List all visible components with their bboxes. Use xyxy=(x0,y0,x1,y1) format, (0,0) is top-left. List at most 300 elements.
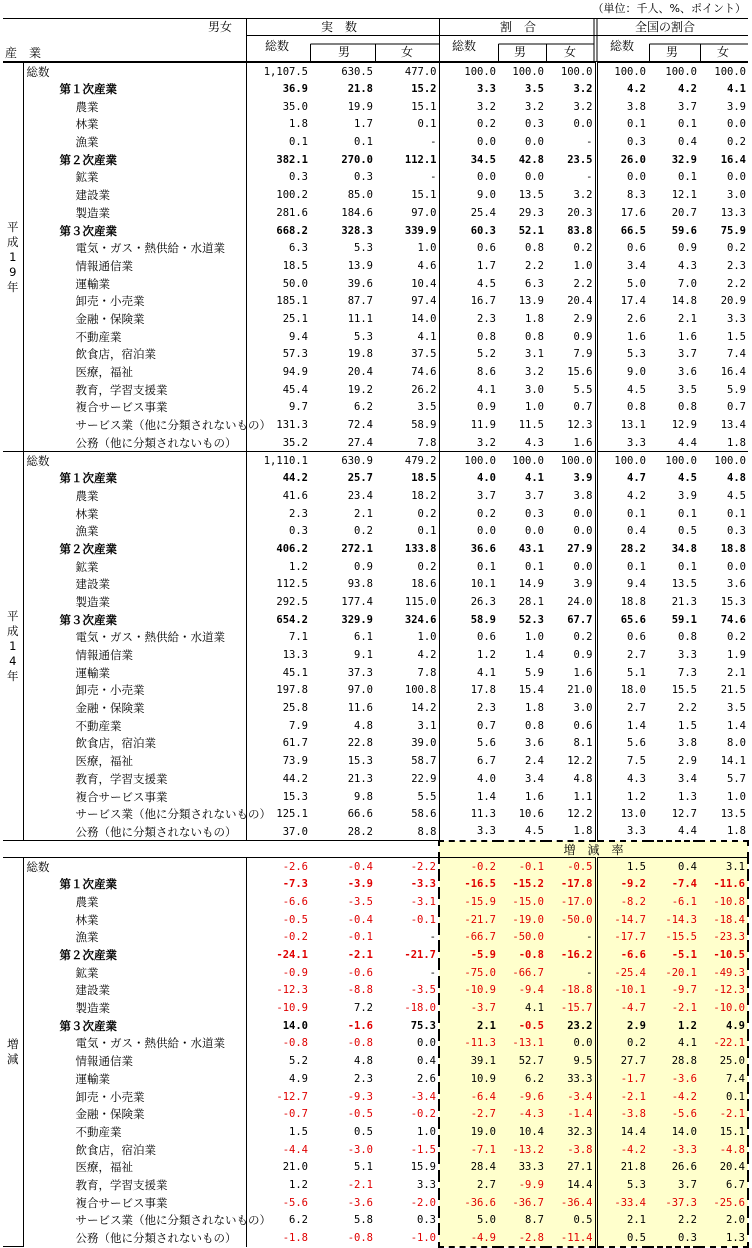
table-cell: 3.4 xyxy=(627,259,646,272)
row-label: 教育，学習支援業 xyxy=(23,1176,246,1194)
table-cell: 37.5 xyxy=(375,346,439,364)
table-cell: -1.6 xyxy=(347,1019,373,1032)
table-cell: 0.3 xyxy=(289,525,308,538)
table-cell: 1.1 xyxy=(546,788,596,806)
table-row xyxy=(3,346,748,364)
table-cell: 21.0 xyxy=(282,1161,308,1174)
row-label: 製造業 xyxy=(23,593,246,611)
table-cell: 2.1 xyxy=(354,507,373,520)
table-cell: 5.0 xyxy=(627,277,646,290)
table-cell: 5.6 xyxy=(627,737,646,750)
table-row xyxy=(3,646,748,664)
table-cell: -4.4 xyxy=(282,1143,308,1156)
table-cell: 3.2 xyxy=(546,80,596,98)
table-cell: -5.9 xyxy=(439,946,498,964)
table-cell: 0.1 xyxy=(627,118,646,131)
table-cell: 58.6 xyxy=(375,805,439,823)
table-cell: -3.8 xyxy=(546,1141,596,1159)
table-cell: 43.1 xyxy=(518,542,544,555)
table-cell: 0.2 xyxy=(546,629,596,647)
table-cell: 1.2 xyxy=(289,1178,308,1191)
table-cell: - xyxy=(375,964,439,982)
table-cell: 3.5 xyxy=(678,383,697,396)
table-cell: -4.2 xyxy=(648,1088,699,1106)
table-cell: 22.8 xyxy=(347,737,373,750)
table-cell: 0.4 xyxy=(627,525,646,538)
table-cell: 0.7 xyxy=(546,399,596,417)
table-cell: 1.0 xyxy=(525,401,544,414)
sub-female-1: 女 xyxy=(401,45,414,59)
table-cell: -0.2 xyxy=(439,858,498,876)
row-label: 飲食店，宿泊業 xyxy=(23,735,246,753)
table-cell: 0.2 xyxy=(546,239,596,257)
table-cell: 0.1 xyxy=(289,136,308,149)
table-cell: 25.1 xyxy=(282,312,308,325)
unit-note: （単位：千人、%、ポイント） xyxy=(592,2,746,15)
row-label: サービス業（他に分類されないもの） xyxy=(23,1212,246,1230)
table-cell: 0.1 xyxy=(678,171,697,184)
table-cell: 7.4 xyxy=(699,1070,748,1088)
table-cell: -18.0 xyxy=(375,999,439,1017)
table-cell: -14.3 xyxy=(648,911,699,929)
row-label: 建設業 xyxy=(23,186,246,204)
table-cell: -25.4 xyxy=(596,964,648,982)
table-cell: 2.1 xyxy=(439,1017,498,1035)
table-header xyxy=(3,18,748,62)
table-cell: 0.0 xyxy=(627,171,646,184)
table-row xyxy=(3,116,748,134)
table-cell: 15.3 xyxy=(720,595,746,608)
row-label: 農業 xyxy=(23,98,246,116)
table-cell: -6.1 xyxy=(648,893,699,911)
row-label: 第１次産業 xyxy=(23,469,246,487)
table-cell: 6.3 xyxy=(525,277,544,290)
row-label: 金融・保険業 xyxy=(23,699,246,717)
table-cell: 4.3 xyxy=(525,436,544,449)
table-cell: 5.9 xyxy=(727,383,746,396)
table-cell: 3.2 xyxy=(546,186,596,204)
table-cell: 93.8 xyxy=(347,578,373,591)
table-cell: 7.9 xyxy=(546,346,596,364)
table-cell: -13.1 xyxy=(498,1035,546,1053)
table-row xyxy=(3,540,748,558)
table-cell: 5.6 xyxy=(477,737,496,750)
table-cell: 1.6 xyxy=(546,664,596,682)
table-row xyxy=(3,363,748,381)
table-cell: 630.5 xyxy=(310,63,375,81)
table-row xyxy=(3,699,748,717)
table-cell: 1.9 xyxy=(727,649,746,662)
table-cell: 0.2 xyxy=(477,507,496,520)
table-cell: 0.8 xyxy=(525,330,544,343)
table-cell: 0.1 xyxy=(727,507,746,520)
table-cell: 17.6 xyxy=(620,206,646,219)
table-cell: 1.4 xyxy=(727,719,746,732)
table-cell: 25.8 xyxy=(282,702,308,715)
row-label: 公務（他に分類されないもの） xyxy=(23,1229,246,1247)
table-cell: 4.6 xyxy=(375,257,439,275)
table-cell: 479.2 xyxy=(375,452,439,470)
table-cell: 100.0 xyxy=(546,452,596,470)
table-cell: 2.1 xyxy=(727,666,746,679)
table-cell: 15.9 xyxy=(375,1158,439,1176)
table-cell: 2.3 xyxy=(727,259,746,272)
table-row xyxy=(3,1070,748,1088)
table-cell: - xyxy=(546,169,596,187)
table-cell: 0.0 xyxy=(546,522,596,540)
table-cell: 23.2 xyxy=(546,1017,596,1035)
table-cell: 2.2 xyxy=(678,702,697,715)
table-cell: 45.1 xyxy=(282,666,308,679)
table-cell: 14.9 xyxy=(518,578,544,591)
table-cell: 39.1 xyxy=(439,1052,498,1070)
table-cell: 654.2 xyxy=(276,613,308,626)
table-cell: 3.1 xyxy=(375,717,439,735)
table-cell: 3.0 xyxy=(525,383,544,396)
row-label: 教育，学習支援業 xyxy=(23,770,246,788)
table-cell: -11.6 xyxy=(699,875,748,893)
table-cell: 5.7 xyxy=(727,772,746,785)
table-cell: 1.4 xyxy=(627,719,646,732)
table-cell: 4.9 xyxy=(289,1072,308,1085)
table-cell: 4.4 xyxy=(678,825,697,838)
table-cell: -21.7 xyxy=(439,911,498,929)
table-cell: 28.8 xyxy=(648,1052,699,1070)
row-label: 製造業 xyxy=(23,999,246,1017)
table-cell: -2.1 xyxy=(596,1088,648,1106)
table-cell: 0.1 xyxy=(375,522,439,540)
table-cell: 5.9 xyxy=(525,666,544,679)
table-cell: -0.8 xyxy=(282,1037,308,1050)
table-cell: 34.5 xyxy=(470,153,496,166)
table-cell: 1.8 xyxy=(525,312,544,325)
table-cell: -3.9 xyxy=(347,878,373,891)
table-cell: 14.2 xyxy=(375,699,439,717)
table-cell: -5.1 xyxy=(648,946,699,964)
table-cell: 13.9 xyxy=(347,259,373,272)
table-cell: 7.8 xyxy=(375,664,439,682)
table-cell: 0.6 xyxy=(477,242,496,255)
row-label: 林業 xyxy=(23,911,246,929)
table-cell: 0.7 xyxy=(477,719,496,732)
table-cell: 4.3 xyxy=(627,772,646,785)
table-cell: 1.3 xyxy=(699,1229,748,1247)
table-cell: -2.1 xyxy=(699,1105,748,1123)
table-cell: 0.1 xyxy=(627,507,646,520)
table-cell: 1.6 xyxy=(678,330,697,343)
table-cell: 0.7 xyxy=(727,401,746,414)
table-cell: 0.2 xyxy=(727,136,746,149)
table-cell: 0.8 xyxy=(678,631,697,644)
table-cell: -2.1 xyxy=(347,949,373,962)
row-label: 運輸業 xyxy=(23,275,246,293)
table-cell: 3.9 xyxy=(546,575,596,593)
table-cell: 1.2 xyxy=(627,790,646,803)
row-label: 製造業 xyxy=(23,204,246,222)
table-row xyxy=(3,929,748,947)
table-cell: 3.9 xyxy=(678,489,697,502)
row-label: 第１次産業 xyxy=(23,80,246,98)
table-cell: 3.7 xyxy=(648,1176,699,1194)
table-cell: - xyxy=(375,169,439,187)
table-cell: 3.6 xyxy=(678,366,697,379)
table-cell: -10.8 xyxy=(699,893,748,911)
table-cell: 281.6 xyxy=(276,206,308,219)
table-cell: 8.1 xyxy=(546,735,596,753)
table-cell: -3.6 xyxy=(347,1196,373,1209)
row-label: 農業 xyxy=(23,487,246,505)
table-cell: 42.8 xyxy=(518,153,544,166)
table-cell: 74.6 xyxy=(720,613,746,626)
table-cell: 2.2 xyxy=(727,277,746,290)
table-cell: 3.6 xyxy=(525,737,544,750)
table-cell: -11.4 xyxy=(546,1229,596,1247)
table-cell: -2.6 xyxy=(246,858,310,876)
table-cell: 26.6 xyxy=(648,1158,699,1176)
table-cell: 3.7 xyxy=(477,489,496,502)
table-cell: 3.2 xyxy=(477,436,496,449)
table-row xyxy=(3,1141,748,1159)
table-cell: 28.2 xyxy=(620,542,646,555)
table-cell: -9.7 xyxy=(648,982,699,1000)
table-cell: -15.0 xyxy=(498,893,546,911)
table-cell: 4.5 xyxy=(678,472,697,485)
table-cell: 1.6 xyxy=(627,330,646,343)
row-label: 複合サービス事業 xyxy=(23,399,246,417)
table-row xyxy=(3,1105,748,1123)
table-cell: 20.4 xyxy=(347,366,373,379)
table-cell: 0.0 xyxy=(546,558,596,576)
table-cell: 3.4 xyxy=(525,772,544,785)
table-cell: 0.1 xyxy=(375,116,439,134)
table-cell: -2.1 xyxy=(347,1178,373,1191)
table-cell: 4.1 xyxy=(727,83,746,96)
table-cell: 23.4 xyxy=(347,489,373,502)
table-cell: -2.7 xyxy=(439,1105,498,1123)
table-cell: -0.7 xyxy=(282,1108,308,1121)
table-cell: 3.2 xyxy=(525,366,544,379)
table-cell: 4.4 xyxy=(678,436,697,449)
table-cell: 60.3 xyxy=(470,224,496,237)
table-cell: 25.0 xyxy=(699,1052,748,1070)
table-cell: 44.2 xyxy=(282,772,308,785)
table-cell: 0.0 xyxy=(375,1035,439,1053)
table-cell: 0.8 xyxy=(525,242,544,255)
table-row xyxy=(3,1229,748,1247)
row-label: 第２次産業 xyxy=(23,151,246,169)
table-cell: 3.0 xyxy=(546,699,596,717)
table-cell: 16.4 xyxy=(720,366,746,379)
table-cell: 23.5 xyxy=(546,151,596,169)
table-cell: 9.7 xyxy=(289,401,308,414)
table-row xyxy=(3,964,748,982)
table-cell: 18.8 xyxy=(620,595,646,608)
table-cell: 74.6 xyxy=(375,363,439,381)
row-label: 複合サービス事業 xyxy=(23,1194,246,1212)
table-cell: 0.2 xyxy=(375,558,439,576)
table-cell: 11.3 xyxy=(470,808,496,821)
table-cell: 59.6 xyxy=(671,224,697,237)
table-cell: -17.8 xyxy=(546,875,596,893)
table-cell: 197.8 xyxy=(276,684,308,697)
table-cell: 185.1 xyxy=(276,295,308,308)
row-label: 運輸業 xyxy=(23,1070,246,1088)
row-label: 電気・ガス・熱供給・水道業 xyxy=(23,239,246,257)
table-cell: 0.0 xyxy=(477,525,496,538)
table-cell: -75.0 xyxy=(439,964,498,982)
table-cell: 35.2 xyxy=(282,436,308,449)
table-cell: 5.2 xyxy=(477,348,496,361)
row-label: サービス業（他に分類されないもの） xyxy=(23,805,246,823)
table-row xyxy=(3,682,748,700)
table-cell: 2.3 xyxy=(354,1072,373,1085)
sub-female-3: 女 xyxy=(717,45,730,59)
table-cell: 0.8 xyxy=(525,719,544,732)
table-cell: 33.3 xyxy=(546,1070,596,1088)
table-cell: -0.5 xyxy=(282,913,308,926)
table-cell: 8.0 xyxy=(727,737,746,750)
table-cell: 21.3 xyxy=(347,772,373,785)
table-row xyxy=(3,416,748,434)
row-label: 医療，福祉 xyxy=(23,1158,246,1176)
table-cell: 3.7 xyxy=(678,348,697,361)
row-label: 建設業 xyxy=(23,575,246,593)
table-cell: 3.9 xyxy=(546,469,596,487)
row-label: 総数 xyxy=(23,858,246,876)
table-cell: -3.3 xyxy=(375,875,439,893)
table-row xyxy=(3,399,748,417)
table-cell: 1.0 xyxy=(375,629,439,647)
table-cell: 7.8 xyxy=(375,434,439,452)
table-cell: -3.3 xyxy=(648,1141,699,1159)
section-label: 増 減 xyxy=(3,858,23,1247)
row-label: 卸売・小売業 xyxy=(23,1088,246,1106)
table-cell: 100.0 xyxy=(648,452,699,470)
table-cell: 3.3 xyxy=(678,649,697,662)
table-cell: 13.3 xyxy=(720,206,746,219)
table-cell: -9.4 xyxy=(498,982,546,1000)
table-cell: 50.0 xyxy=(282,277,308,290)
row-label: 林業 xyxy=(23,116,246,134)
table-cell: 6.7 xyxy=(477,755,496,768)
table-cell: -0.8 xyxy=(347,1232,373,1245)
table-cell: -4.9 xyxy=(439,1229,498,1247)
table-cell: 6.7 xyxy=(699,1176,748,1194)
sub-total-1: 総数 xyxy=(265,39,290,53)
group-jissu: 実 数 xyxy=(321,20,358,34)
table-cell: -25.6 xyxy=(699,1194,748,1212)
table-cell: 1.8 xyxy=(727,436,746,449)
table-cell: 18.6 xyxy=(375,575,439,593)
table-cell: -7.1 xyxy=(439,1141,498,1159)
table-cell: 52.1 xyxy=(518,224,544,237)
table-cell: 3.5 xyxy=(375,399,439,417)
table-cell: 17.4 xyxy=(620,295,646,308)
table-cell: 0.0 xyxy=(727,560,746,573)
table-cell: 9.1 xyxy=(354,649,373,662)
table-cell: 7.0 xyxy=(678,277,697,290)
table-cell: 4.2 xyxy=(375,646,439,664)
change-rate-label-row xyxy=(3,841,748,858)
table-cell: 100.0 xyxy=(498,452,546,470)
table-cell: 2.0 xyxy=(699,1212,748,1230)
section-label: 平 成 1 4 年 xyxy=(3,452,23,841)
table-cell: 7.5 xyxy=(627,755,646,768)
row-label: 鉱業 xyxy=(23,964,246,982)
table-cell: 25.7 xyxy=(347,472,373,485)
table-cell: 87.7 xyxy=(347,295,373,308)
table-cell: -9.2 xyxy=(596,875,648,893)
table-cell: 329.9 xyxy=(341,613,373,626)
table-cell: 12.2 xyxy=(546,805,596,823)
table-cell: 13.9 xyxy=(518,295,544,308)
table-row xyxy=(3,1194,748,1212)
table-cell: 9.5 xyxy=(546,1052,596,1070)
table-cell: 4.1 xyxy=(477,383,496,396)
table-cell: 3.2 xyxy=(525,100,544,113)
table-row xyxy=(3,275,748,293)
table-row xyxy=(3,575,748,593)
table-cell: 85.0 xyxy=(347,189,373,202)
table-row xyxy=(3,239,748,257)
table-cell: 32.9 xyxy=(671,153,697,166)
table-cell: 1.0 xyxy=(727,790,746,803)
table-cell: 59.1 xyxy=(671,613,697,626)
table-cell: 5.0 xyxy=(439,1212,498,1230)
table-row xyxy=(3,434,748,452)
table-cell: -66.7 xyxy=(498,964,546,982)
table-cell: -15.2 xyxy=(498,875,546,893)
table-cell: 0.0 xyxy=(727,118,746,131)
table-cell: 15.1 xyxy=(375,98,439,116)
row-label: 飲食店，宿泊業 xyxy=(23,346,246,364)
table-cell: 3.5 xyxy=(727,702,746,715)
table-cell: -22.1 xyxy=(699,1035,748,1053)
table-cell: 1.5 xyxy=(678,719,697,732)
table-row xyxy=(3,717,748,735)
table-cell: - xyxy=(546,964,596,982)
row-label: 林業 xyxy=(23,505,246,523)
table-cell: 66.6 xyxy=(347,808,373,821)
table-cell: 5.1 xyxy=(354,1161,373,1174)
table-cell: -1.5 xyxy=(375,1141,439,1159)
table-cell: 4.8 xyxy=(727,472,746,485)
table-cell: 0.3 xyxy=(375,1212,439,1230)
table-cell: 52.3 xyxy=(518,613,544,626)
table-cell: 11.5 xyxy=(518,419,544,432)
table-cell: 3.8 xyxy=(627,100,646,113)
table-row xyxy=(3,292,748,310)
table-cell: 4.3 xyxy=(678,259,697,272)
row-label: 金融・保険業 xyxy=(23,310,246,328)
table-body xyxy=(3,63,748,1247)
table-cell: 406.2 xyxy=(276,542,308,555)
table-cell: -12.3 xyxy=(276,984,308,997)
table-cell: -36.7 xyxy=(498,1194,546,1212)
table-cell: -23.3 xyxy=(699,929,748,947)
table-row xyxy=(3,222,748,240)
table-cell: 0.9 xyxy=(546,646,596,664)
table-cell: 2.7 xyxy=(627,702,646,715)
table-cell: 27.4 xyxy=(347,436,373,449)
table-row xyxy=(3,558,748,576)
table-cell: 10.4 xyxy=(498,1123,546,1141)
table-cell: 2.3 xyxy=(289,507,308,520)
table-cell: 9.8 xyxy=(354,790,373,803)
table-cell: 100.0 xyxy=(596,63,648,81)
table-cell: -3.8 xyxy=(596,1105,648,1123)
table-cell: 19.2 xyxy=(347,383,373,396)
